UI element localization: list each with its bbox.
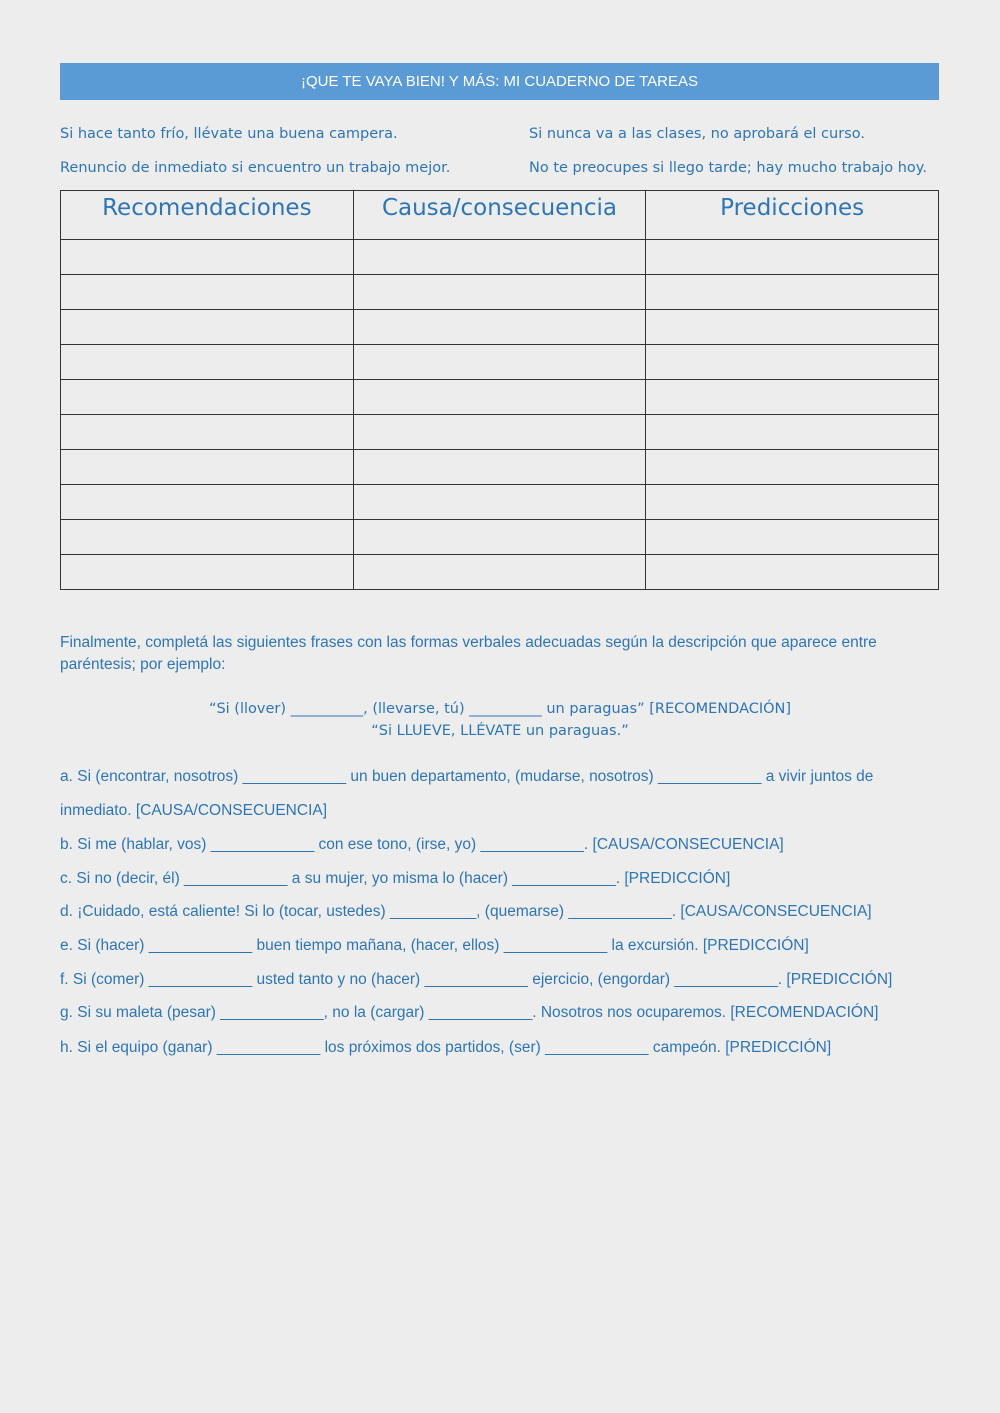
drop-cell[interactable] — [353, 275, 646, 310]
drop-cell[interactable] — [646, 240, 939, 275]
drop-cell[interactable] — [646, 345, 939, 380]
example-answer: “Si LLUEVE, LLÉVATE un paraguas.” — [371, 723, 629, 739]
table-row — [61, 380, 939, 415]
table-row — [61, 275, 939, 310]
drop-cell[interactable] — [353, 520, 646, 555]
example-sentence: “Si (llover) __________, (llevarse, tú) __________ un paraguas” [RECOMENDACIÓN] — [208, 701, 792, 717]
drop-cell[interactable] — [353, 415, 646, 450]
instructions-text: Finalmente, completá las siguientes frases con las formas verbales adecuadas según la descripción que aparece entre paréntesis; por ejemplo: — [60, 634, 877, 673]
drop-cell[interactable] — [61, 345, 354, 380]
exercise-a-line1: a. Si (encontrar, nosotros) ____________ un buen departamento, (mudarse, nosotros) ____________ a vivir juntos de — [60, 768, 874, 785]
column-header-predicciones: Predicciones — [646, 191, 939, 240]
drop-cell[interactable] — [353, 345, 646, 380]
drop-cell[interactable] — [61, 240, 354, 275]
drop-cell[interactable] — [646, 380, 939, 415]
drop-cell[interactable] — [353, 380, 646, 415]
sentence-1: Si hace tanto frío, llévate una buena campera. — [60, 126, 398, 142]
drop-cell[interactable] — [646, 275, 939, 310]
sentence-2: Si nunca va a las clases, no aprobará el curso. — [529, 126, 865, 142]
table-row — [61, 485, 939, 520]
drop-cell[interactable] — [61, 485, 354, 520]
drop-cell[interactable] — [646, 450, 939, 485]
drop-cell[interactable] — [61, 415, 354, 450]
table-row — [61, 345, 939, 380]
drop-cell[interactable] — [353, 310, 646, 345]
drop-cell[interactable] — [646, 310, 939, 345]
table-row — [61, 240, 939, 275]
drop-cell[interactable] — [61, 520, 354, 555]
table-row — [61, 520, 939, 555]
exercise-h: h. Si el equipo (ganar) ____________ los próximos dos partidos, (ser) ____________ campeón. [PREDICCIÓN] — [60, 1039, 832, 1056]
drop-cell[interactable] — [61, 310, 354, 345]
drop-cell[interactable] — [61, 450, 354, 485]
table-row — [61, 415, 939, 450]
table-row — [61, 450, 939, 485]
sentence-4: No te preocupes si llego tarde; hay mucho trabajo hoy. — [529, 160, 927, 176]
drop-cell[interactable] — [353, 555, 646, 590]
exercise-b: b. Si me (hablar, vos) ____________ con ese tono, (irse, yo) ____________. [CAUSA/CONSECUENCIA] — [60, 836, 784, 853]
exercise-e: e. Si (hacer) ____________ buen tiempo mañana, (hacer, ellos) ____________ la excursión. [PREDICCIÓN] — [60, 937, 809, 954]
exercise-c: c. Si no (decir, él) ____________ a su mujer, yo misma lo (hacer) ____________. [PREDICCIÓN] — [60, 870, 731, 887]
column-header-recomendaciones: Recomendaciones — [61, 191, 354, 240]
drop-cell[interactable] — [61, 275, 354, 310]
drop-cell[interactable] — [646, 520, 939, 555]
drop-cell[interactable] — [646, 555, 939, 590]
drop-cell[interactable] — [353, 485, 646, 520]
drop-cell[interactable] — [61, 380, 354, 415]
exercise-a-line2: inmediato. [CAUSA/CONSECUENCIA] — [60, 802, 328, 819]
drop-cell[interactable] — [353, 450, 646, 485]
drop-cell[interactable] — [646, 485, 939, 520]
exercise-d: d. ¡Cuidado, está caliente! Si lo (tocar, ustedes) __________, (quemarse) ____________. [CAUSA/CONSECUENCIA] — [60, 903, 872, 920]
exercise-f: f. Si (comer) ____________ usted tanto y no (hacer) ____________ ejercicio, (engordar) ____________. [PREDICCIÓN] — [60, 971, 893, 988]
drop-cell[interactable] — [353, 240, 646, 275]
exercise-g: g. Si su maleta (pesar) ____________, no la (cargar) ____________. Nosotros nos ocuparemos. [RECOMENDACIÓN] — [60, 1004, 879, 1021]
classification-table — [60, 190, 939, 590]
drop-cell[interactable] — [61, 555, 354, 590]
drop-cell[interactable] — [646, 415, 939, 450]
page-title: ¡QUE TE VAYA BIEN! Y MÁS: MI CUADERNO DE TAREAS — [60, 63, 939, 100]
table-header-row — [61, 191, 939, 240]
sentence-3: Renuncio de inmediato si encuentro un trabajo mejor. — [60, 160, 451, 176]
table-row — [61, 310, 939, 345]
column-header-causa-consecuencia: Causa/consecuencia — [353, 191, 646, 240]
table-row — [61, 555, 939, 590]
